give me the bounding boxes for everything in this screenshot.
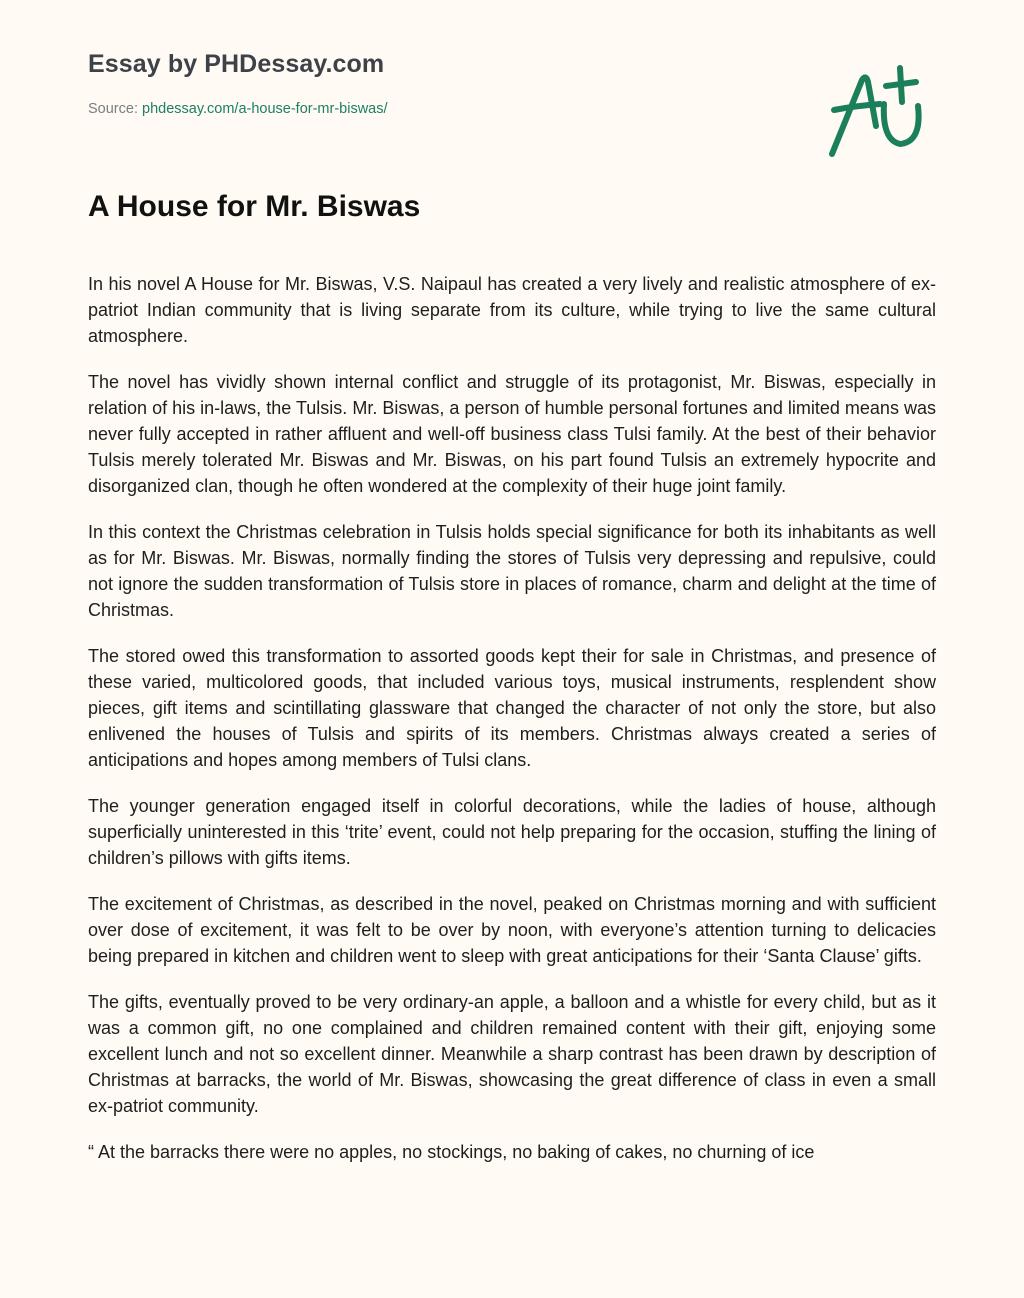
source-link[interactable]: phdessay.com/a-house-for-mr-biswas/ — [142, 101, 388, 117]
essay-body — [88, 271, 936, 1211]
page-title: A House for Mr. Biswas — [88, 190, 421, 223]
paragraph: In this context the Christmas celebration in Tulsis holds special significance for both its inhabitants as well as for Mr. Biswas. Mr. Biswas, normally finding the stores of Tulsis very depressing and repulsive, could not ignore the sudden transformation of Tulsis store in places of romance, charm and delight at the time of Christmas. — [88, 522, 936, 620]
a-plus-grade-icon — [824, 62, 934, 162]
source-line — [88, 101, 388, 117]
paragraph-truncated: “ At the barracks there were no apples, no stockings, no baking of cakes, no churning of ice — [88, 1142, 815, 1162]
paragraph: The gifts, eventually proved to be very ordinary-an apple, a balloon and a whistle for every child, but as it was a common gift, no one complained and children remained content with their gift, enjoying some excellent lunch and not so excellent dinner. Meanwhile a sharp contrast has been drawn by description of Christmas at barracks, the world of Mr. Biswas, showcasing the great difference of class in even a small ex-patriot community. — [88, 992, 936, 1116]
paragraph: The excitement of Christmas, as described in the novel, peaked on Christmas morning and with sufficient over dose of excitement, it was felt to be over by noon, with everyone’s attention turning to delicacies being prepared in kitchen and children went to sleep with great anticipations for their ‘Santa Clause’ gifts. — [88, 894, 936, 966]
site-brand: Essay by PHDessay.com — [88, 50, 385, 78]
paragraph: The stored owed this transformation to assorted goods kept their for sale in Christmas, and presence of these varied, multicolored goods, that included various toys, musical instruments, resplendent show pieces, gift items and scintillating glassware that changed the character of not only the store, but also enlivened the houses of Tulsis and spirits of its members. Christmas always created a series of anticipations and hopes among members of Tulsi clans. — [88, 646, 936, 770]
paragraph: The novel has vividly shown internal conflict and struggle of its protagonist, Mr. Biswas, especially in relation of his in-laws, the Tulsis. Mr. Biswas, a person of humble personal fortunes and limited means was never fully accepted in rather affluent and well-off business class Tulsi family. At the best of their behavior Tulsis merely tolerated Mr. Biswas and Mr. Biswas, on his part found Tulsis an extremely hypocrite and disorganized clan, though he often wondered at the complexity of their huge joint family. — [88, 372, 936, 496]
source-label: Source: — [88, 101, 142, 117]
paragraph: The younger generation engaged itself in colorful decorations, while the ladies of house, although superficially uninterested in this ‘trite’ event, could not help preparing for the occasion, stuffing the lining of children’s pillows with gifts items. — [88, 796, 936, 868]
paragraph: In his novel A House for Mr. Biswas, V.S. Naipaul has created a very lively and realistic atmosphere of ex-patriot Indian community that is living separate from its culture, while trying to live the same cultural atmosphere. — [88, 274, 936, 346]
